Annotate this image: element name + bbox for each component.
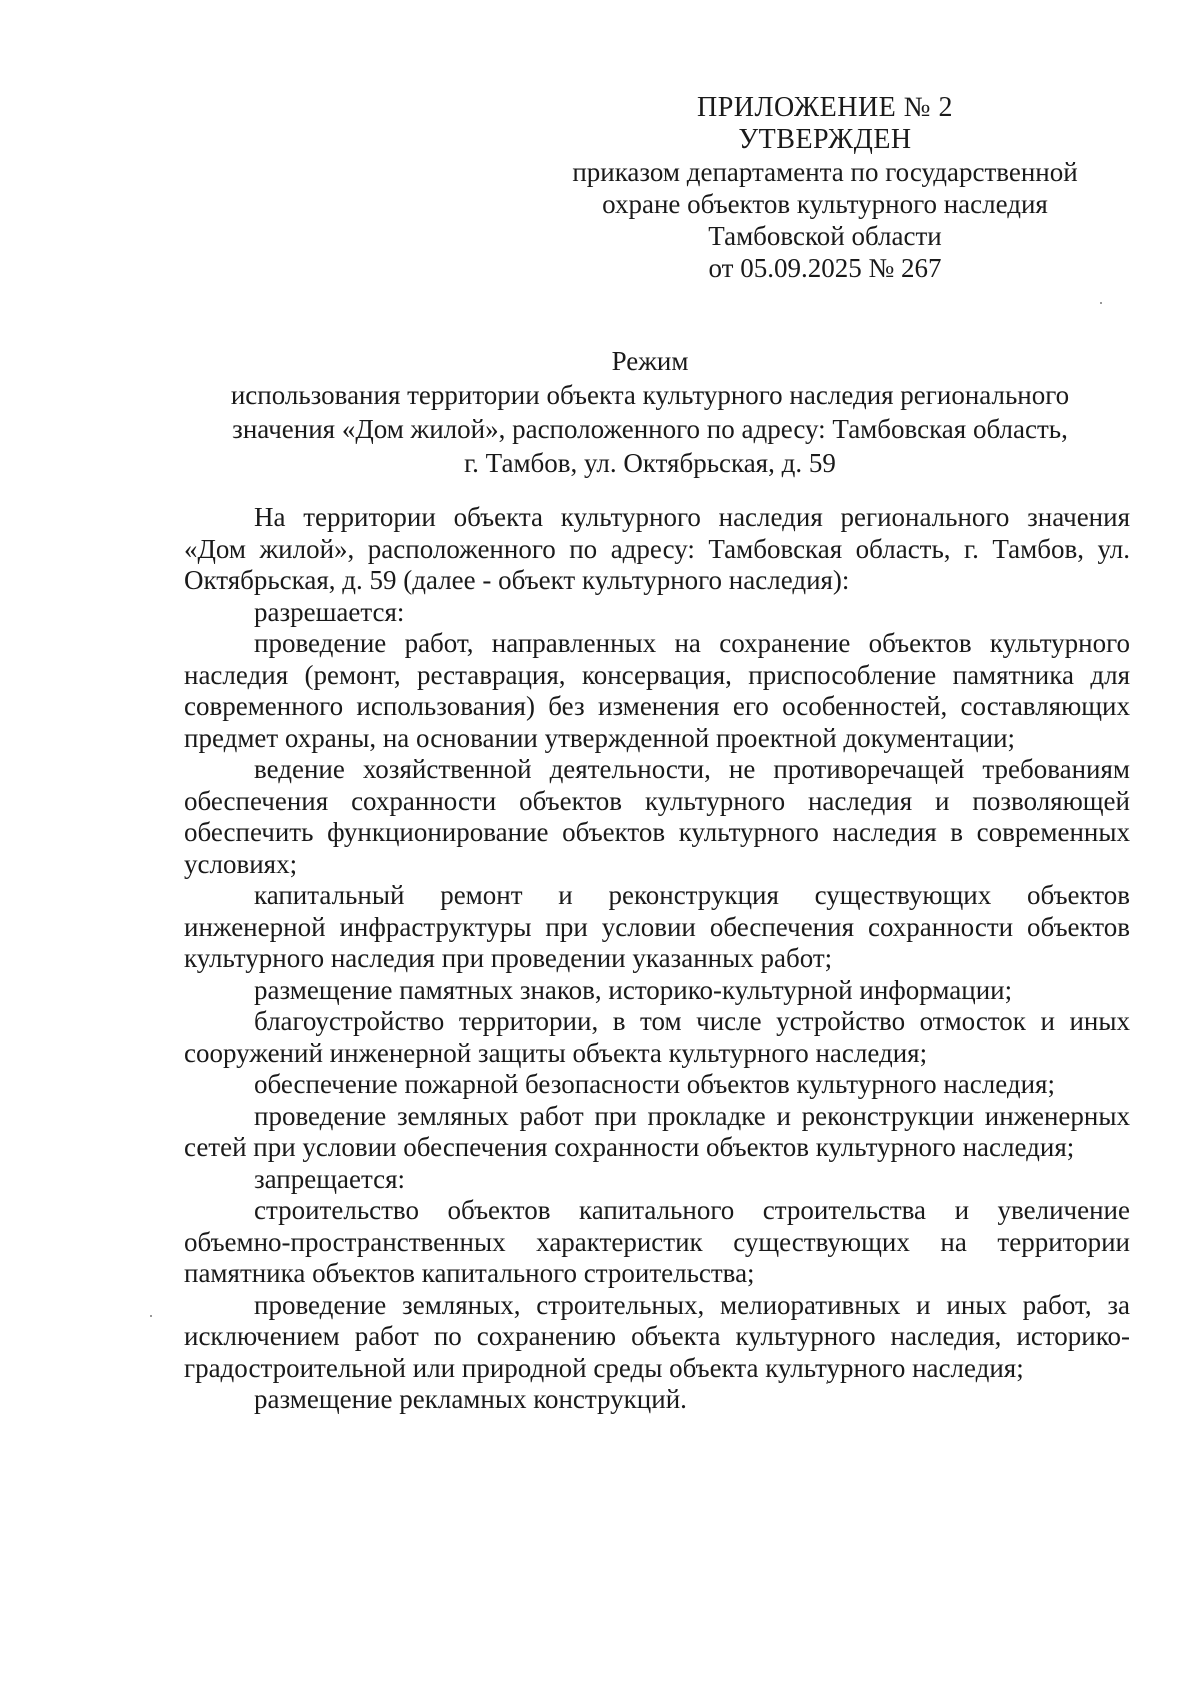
body-paragraph-allowed-heading: разрешается: — [254, 596, 405, 627]
body-paragraph-forbidden-3: размещение рекламных конструкций. — [254, 1384, 687, 1414]
scan-speck — [826, 1382, 828, 1384]
title-line-3: значения «Дом жилой», расположенного по адресу: Тамбовская область, — [232, 414, 1068, 444]
order-date-number: от 05.09.2025 № 267 — [708, 253, 942, 283]
body-paragraph-forbidden-1: строительство объектов капитального строительства и увеличение объемно-пространственных характеристик существующих на территории памятника объектов капитального строительства; — [184, 1195, 1130, 1288]
document-title — [150, 344, 1150, 480]
body-paragraph-allowed-6: обеспечение пожарной безопасности объектов культурного наследия; — [254, 1069, 1055, 1099]
order-issuer-line-3: Тамбовской области — [708, 221, 942, 251]
body-paragraph-forbidden-2: проведение земляных, строительных, мелиоративных и иных работ, за исключением работ по сохранению объекта культурного наследия, историко-градостроительной или природной среды объекта культурного наследия; — [184, 1289, 1130, 1383]
body-paragraph-allowed-4: размещение памятных знаков, историко-культурной информации; — [254, 974, 1013, 1005]
body-paragraph-forbidden-heading: запрещается: — [254, 1163, 406, 1194]
body-paragraph-intro: На территории объекта культурного наследия регионального значения «Дом жилой», расположенного по адресу: Тамбовская область, г. Тамбов, ул. Октябрьская, д. 59 (далее - объект культурного наследия): — [184, 502, 1130, 595]
title-line-2: использования территории объекта культурного наследия регионального — [230, 380, 1070, 410]
body-paragraph-allowed-5: благоустройство территории, в том числе устройство отмосток и иных сооружений инженерной защиты объекта культурного наследия; — [184, 1006, 1130, 1068]
approval-block — [540, 92, 1110, 284]
approved-label: УТВЕРЖДЕН — [738, 124, 912, 155]
document-body — [184, 502, 1130, 1416]
body-paragraph-allowed-7: проведение земляных работ при прокладке и реконструкции инженерных сетей при условии обеспечения сохранности объектов культурного наследия; — [184, 1100, 1130, 1162]
scan-speck — [150, 1315, 152, 1317]
scan-speck — [1100, 302, 1102, 304]
order-issuer-line-2: охране объектов культурного наследия — [602, 189, 1048, 219]
body-paragraph-allowed-2: ведение хозяйственной деятельности, не противоречащей требованиям обеспечения сохранности объектов культурного наследия и позволяющей обеспечить функционирование объектов культурного наследия в современных условиях; — [184, 754, 1130, 879]
appendix-number: ПРИЛОЖЕНИЕ № 2 — [697, 92, 953, 123]
order-issuer-line-1: приказом департамента по государственной — [572, 157, 1078, 187]
body-paragraph-allowed-1: проведение работ, направленных на сохранение объектов культурного наследия (ремонт, реставрация, консервация, приспособление памятника для современного использования) без изменения его особенностей, составляющих предмет охраны, на основании утвержденной проектной документации; — [184, 628, 1130, 753]
body-paragraph-allowed-3: капитальный ремонт и реконструкция существующих объектов инженерной инфраструктуры при условии обеспечения сохранности объектов культурного наследия при проведении указанных работ; — [184, 880, 1130, 973]
title-line-1: Режим — [611, 346, 689, 376]
title-line-4: г. Тамбов, ул. Октябрьская, д. 59 — [464, 448, 836, 478]
